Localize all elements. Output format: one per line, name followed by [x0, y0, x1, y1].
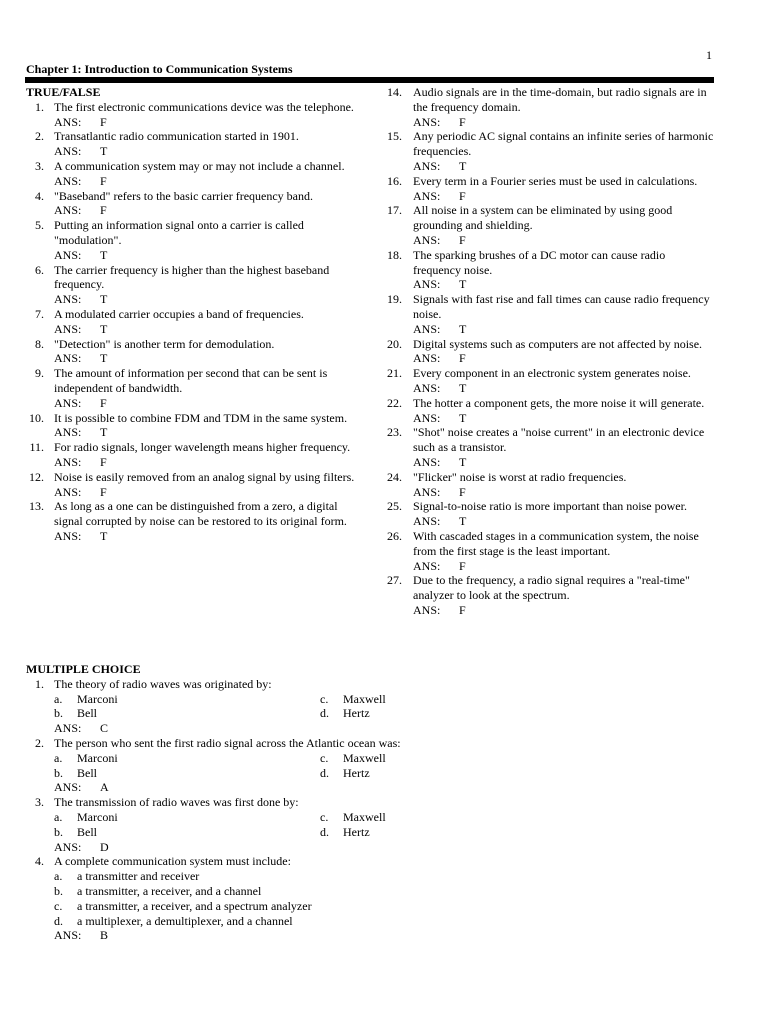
- question-number: 10.: [29, 410, 44, 425]
- option-a: a. a transmitter and receiver: [54, 869, 200, 884]
- question-text: Due to the frequency, a radio signal requires a "real-time" analyzer to look at the spectrum.: [413, 573, 690, 603]
- tf-question: [26, 307, 364, 337]
- question-text: For radio signals, longer wavelength means higher frequency.: [54, 440, 351, 455]
- option-a: a. Marconi: [54, 691, 118, 706]
- option-text: Maxwell: [343, 691, 386, 706]
- answer-line: [54, 144, 364, 159]
- question-number: 2.: [35, 735, 44, 750]
- answer-value: F: [459, 558, 466, 573]
- question-number: 24.: [387, 469, 402, 484]
- question-number: 20.: [387, 336, 402, 351]
- question-text: A communication system may or may not include a channel.: [54, 158, 345, 173]
- answer-line: [413, 485, 714, 500]
- answer-line: [54, 455, 364, 470]
- question-number: 4.: [35, 854, 44, 869]
- true-false-left-column: [26, 85, 364, 544]
- tf-question: [26, 218, 364, 262]
- question-text: A modulated carrier occupies a band of frequencies.: [54, 306, 304, 321]
- question-number: 7.: [35, 306, 44, 321]
- answer-label: ANS:: [54, 721, 82, 736]
- question-number: 26.: [387, 528, 402, 543]
- answer-options: [54, 810, 726, 840]
- question-number: 19.: [387, 292, 402, 307]
- question-text: A complete communication system must include:: [54, 854, 291, 869]
- answer-label: ANS:: [413, 454, 441, 469]
- mc-question: [26, 795, 726, 854]
- tf-question: [384, 292, 714, 336]
- question-number: 22.: [387, 395, 402, 410]
- tf-question: [384, 337, 714, 367]
- answer-label: ANS:: [54, 173, 82, 188]
- question-text: It is possible to combine FDM and TDM in the same system.: [54, 410, 348, 425]
- option-text: Maxwell: [343, 809, 386, 824]
- answer-label: ANS:: [54, 454, 82, 469]
- tf-question: [26, 411, 364, 441]
- answer-line: [54, 351, 364, 366]
- answer-line: [54, 928, 726, 943]
- question-text: The first electronic communications device was the telephone.: [54, 99, 354, 114]
- answer-value: F: [459, 484, 466, 499]
- answer-options: [54, 692, 726, 722]
- answer-line: [413, 233, 714, 248]
- answer-line: [54, 174, 364, 189]
- answer-label: ANS:: [54, 351, 82, 366]
- answer-label: ANS:: [413, 114, 441, 129]
- answer-value: T: [459, 321, 467, 336]
- question-number: 25.: [387, 499, 402, 514]
- question-text: "Baseband" refers to the basic carrier frequency band.: [54, 188, 314, 203]
- option-text: Hertz: [343, 765, 370, 780]
- option-text: a transmitter, a receiver, and a channel: [77, 883, 262, 898]
- answer-line: [54, 396, 364, 411]
- question-text: The amount of information per second that can be sent is independent of bandwidth.: [54, 366, 328, 395]
- answer-line: [413, 603, 714, 618]
- question-number: 2.: [35, 129, 44, 144]
- question-number: 15.: [387, 129, 402, 144]
- option-d: d. Hertz: [320, 765, 370, 780]
- question-text: Any periodic AC signal contains an infinite series of harmonic frequencies.: [413, 129, 714, 159]
- answer-line: [54, 292, 364, 307]
- question-text: The transmission of radio waves was first done by:: [54, 795, 299, 810]
- answer-line: [54, 780, 726, 795]
- answer-label: ANS:: [54, 425, 82, 440]
- answer-label: ANS:: [413, 232, 441, 247]
- answer-value: T: [100, 321, 108, 336]
- question-number: 6.: [35, 262, 44, 277]
- tf-question: [384, 396, 714, 426]
- answer-label: ANS:: [413, 558, 441, 573]
- answer-value: T: [100, 425, 108, 440]
- answer-label: ANS:: [413, 158, 441, 173]
- option-c: c. Maxwell: [320, 750, 386, 765]
- answer-label: ANS:: [54, 839, 82, 854]
- tf-question: [384, 248, 714, 292]
- answer-label: ANS:: [413, 484, 441, 499]
- answer-label: ANS:: [413, 188, 441, 203]
- option-a: a. Marconi: [54, 809, 118, 824]
- option-text: Marconi: [77, 809, 118, 824]
- option-c: c. Maxwell: [320, 691, 386, 706]
- question-text: All noise in a system can be eliminated by using good grounding and shielding.: [413, 203, 673, 233]
- option-text: a multiplexer, a demultiplexer, and a channel: [77, 913, 293, 928]
- option-b: b. a transmitter, a receiver, and a channel: [54, 883, 262, 898]
- tf-question: [26, 440, 364, 470]
- question-text: Every component in an electronic system generates noise.: [413, 366, 691, 381]
- option-b: b. Bell: [54, 824, 97, 839]
- answer-label: ANS:: [54, 321, 82, 336]
- tf-question: [384, 425, 714, 469]
- mc-question: [26, 736, 726, 795]
- answer-label: ANS:: [413, 277, 441, 292]
- option-a: a. Marconi: [54, 750, 118, 765]
- tf-question: [384, 203, 714, 247]
- answer-label: ANS:: [413, 380, 441, 395]
- option-b: b. Bell: [54, 706, 97, 721]
- answer-line: [413, 115, 714, 130]
- answer-line: [54, 322, 364, 337]
- question-text: Digital systems such as computers are not affected by noise.: [413, 336, 703, 351]
- answer-value: F: [459, 188, 466, 203]
- question-number: 3.: [35, 158, 44, 173]
- option-text: Maxwell: [343, 750, 386, 765]
- answer-line: [413, 559, 714, 574]
- question-number: 21.: [387, 366, 402, 381]
- answer-line: [413, 381, 714, 396]
- answer-line: [54, 425, 364, 440]
- answer-value: F: [100, 173, 107, 188]
- question-text: The carrier frequency is higher than the highest baseband frequency.: [54, 262, 330, 292]
- option-text: Bell: [77, 824, 97, 839]
- option-d: d. a multiplexer, a demultiplexer, and a channel: [54, 913, 293, 928]
- answer-line: [413, 514, 714, 529]
- question-number: 9.: [35, 366, 44, 381]
- answer-value: T: [459, 380, 467, 395]
- answer-value: F: [100, 484, 107, 499]
- answer-value: T: [459, 277, 467, 292]
- answer-line: [54, 840, 726, 855]
- question-number: 18.: [387, 247, 402, 262]
- option-c: c. a transmitter, a receiver, and a spectrum analyzer: [54, 898, 312, 913]
- question-text: Every term in a Fourier series must be used in calculations.: [413, 173, 698, 188]
- tf-question: [384, 470, 714, 500]
- question-number: 12.: [29, 469, 44, 484]
- answer-value: F: [459, 602, 466, 617]
- answer-label: ANS:: [54, 528, 82, 543]
- answer-value: T: [100, 351, 108, 366]
- option-text: Hertz: [343, 824, 370, 839]
- multiple-choice-heading: MULTIPLE CHOICE: [26, 662, 141, 676]
- option-text: Bell: [77, 765, 97, 780]
- question-number: 16.: [387, 173, 402, 188]
- option-text: Bell: [77, 706, 97, 721]
- option-d: d. Hertz: [320, 706, 370, 721]
- question-text: Transatlantic radio communication started in 1901.: [54, 129, 299, 144]
- answer-line: [54, 203, 364, 218]
- question-text: Signal-to-noise ratio is more important than noise power.: [413, 499, 687, 514]
- question-text: Noise is easily removed from an analog signal by using filters.: [54, 469, 355, 484]
- true-false-right-column: [384, 85, 714, 618]
- answer-value: F: [100, 454, 107, 469]
- tf-question: [26, 189, 364, 219]
- question-number: 14.: [387, 85, 402, 99]
- option-text: Marconi: [77, 750, 118, 765]
- answer-line: [54, 529, 364, 544]
- answer-value: F: [459, 351, 466, 366]
- option-text: a transmitter, a receiver, and a spectrum analyzer: [77, 898, 312, 913]
- tf-question: [26, 470, 364, 500]
- answer-label: ANS:: [54, 292, 82, 307]
- question-text: The person who sent the first radio signal across the Atlantic ocean was:: [54, 735, 401, 750]
- answer-value: A: [100, 780, 109, 795]
- tf-question: [384, 85, 714, 129]
- option-b: b. Bell: [54, 765, 97, 780]
- question-number: 17.: [387, 203, 402, 218]
- answer-label: ANS:: [54, 780, 82, 795]
- option-text: Hertz: [343, 706, 370, 721]
- mc-question: [26, 854, 726, 943]
- question-number: 5.: [35, 218, 44, 233]
- answer-value: F: [100, 203, 107, 218]
- tf-question: [384, 529, 714, 573]
- answer-line: [54, 485, 364, 500]
- answer-value: T: [100, 292, 108, 307]
- answer-label: ANS:: [413, 410, 441, 425]
- answer-line: [413, 189, 714, 204]
- tf-question: [26, 366, 364, 410]
- answer-line: [54, 115, 364, 130]
- answer-line: [413, 277, 714, 292]
- question-text: "Flicker" noise is worst at radio frequencies.: [413, 469, 627, 484]
- answer-value: F: [459, 114, 466, 129]
- tf-question: [384, 499, 714, 529]
- answer-label: ANS:: [413, 514, 441, 529]
- answer-value: T: [459, 454, 467, 469]
- question-text: Putting an information signal onto a carrier is called "modulation".: [54, 218, 304, 247]
- answer-options: [54, 869, 726, 928]
- answer-value: F: [459, 232, 466, 247]
- answer-value: T: [459, 158, 467, 173]
- answer-value: T: [459, 410, 467, 425]
- answer-options: [54, 751, 726, 781]
- mc-question: [26, 677, 726, 736]
- answer-label: ANS:: [54, 395, 82, 410]
- answer-label: ANS:: [54, 484, 82, 499]
- answer-line: [54, 248, 364, 263]
- answer-value: D: [100, 839, 109, 854]
- option-text: a transmitter and receiver: [77, 869, 200, 884]
- question-text: With cascaded stages in a communication system, the noise from the first stage is the least important.: [413, 528, 699, 558]
- answer-label: ANS:: [54, 203, 82, 218]
- option-text: Marconi: [77, 691, 118, 706]
- answer-label: ANS:: [54, 928, 82, 943]
- tf-question: [26, 159, 364, 189]
- true-false-heading: TRUE/FALSE: [26, 85, 101, 99]
- question-text: Signals with fast rise and fall times can cause radio frequency noise.: [413, 292, 710, 321]
- answer-label: ANS:: [413, 351, 441, 366]
- question-text: "Shot" noise creates a "noise current" in an electronic device such as a transistor.: [413, 425, 705, 455]
- answer-line: [413, 159, 714, 174]
- question-text: As long as a one can be distinguished from a zero, a digital signal corrupted by noise can be restored to its original form.: [54, 499, 347, 529]
- tf-question: [384, 174, 714, 204]
- question-text: "Detection" is another term for demodulation.: [54, 336, 275, 351]
- question-text: Audio signals are in the time-domain, but radio signals are in the frequency domain.: [413, 85, 707, 114]
- option-d: d. Hertz: [320, 824, 370, 839]
- tf-question: [26, 100, 364, 130]
- answer-label: ANS:: [54, 114, 82, 129]
- tf-question: [26, 499, 364, 543]
- question-text: The theory of radio waves was originated by:: [54, 676, 272, 691]
- page-number: 1: [706, 48, 712, 62]
- question-number: 1.: [35, 676, 44, 691]
- question-text: The sparking brushes of a DC motor can cause radio frequency noise.: [413, 247, 666, 277]
- answer-value: F: [100, 114, 107, 129]
- heading-rule: [25, 77, 714, 83]
- tf-question: [384, 129, 714, 173]
- tf-question: [384, 573, 714, 617]
- question-number: 4.: [35, 188, 44, 203]
- answer-value: T: [100, 247, 108, 262]
- answer-value: F: [100, 395, 107, 410]
- answer-line: [413, 351, 714, 366]
- answer-value: B: [100, 928, 109, 943]
- answer-value: T: [100, 528, 108, 543]
- question-number: 13.: [29, 499, 44, 514]
- question-number: 11.: [29, 440, 44, 455]
- question-number: 3.: [35, 795, 44, 810]
- answer-label: ANS:: [54, 144, 82, 159]
- question-number: 27.: [387, 573, 402, 588]
- answer-value: T: [100, 144, 108, 159]
- answer-line: [413, 322, 714, 337]
- answer-label: ANS:: [413, 602, 441, 617]
- answer-value: C: [100, 721, 109, 736]
- tf-question: [26, 129, 364, 159]
- tf-question: [384, 366, 714, 396]
- chapter-title: Chapter 1: Introduction to Communication Systems: [26, 62, 293, 76]
- answer-label: ANS:: [54, 247, 82, 262]
- question-number: 8.: [35, 336, 44, 351]
- answer-line: [413, 455, 714, 470]
- answer-value: T: [459, 514, 467, 529]
- question-text: The hotter a component gets, the more noise it will generate.: [413, 395, 705, 410]
- tf-question: [26, 263, 364, 307]
- multiple-choice-section: [26, 662, 726, 943]
- question-number: 1.: [35, 99, 44, 114]
- option-c: c. Maxwell: [320, 809, 386, 824]
- answer-label: ANS:: [413, 321, 441, 336]
- answer-line: [413, 411, 714, 426]
- question-number: 23.: [387, 425, 402, 440]
- answer-line: [54, 721, 726, 736]
- tf-question: [26, 337, 364, 367]
